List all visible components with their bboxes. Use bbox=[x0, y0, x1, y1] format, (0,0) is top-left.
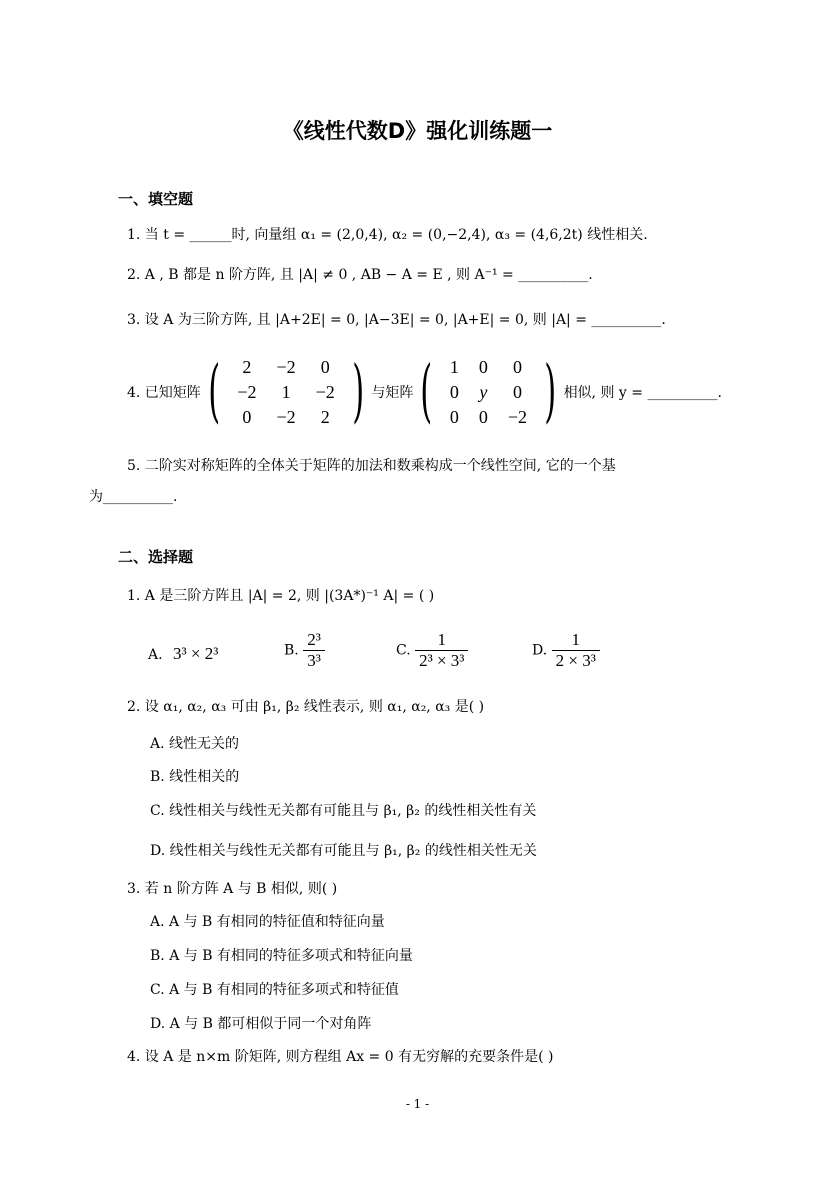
q4-mid: 与矩阵 bbox=[371, 385, 414, 401]
q2-option-d: D. 线性相关与线性无关都有可能且与 β₁, β₂ 的线性相关性无关 bbox=[150, 843, 537, 859]
question-2-2: 2. 设 α₁, α₂, α₃ 可由 β₁, β₂ 线性表示, 则 α₁, α₂, α₃ 是( ) bbox=[127, 699, 485, 715]
question-1-3: 3. 设 A 为三阶方阵, 且 |A+2E| = 0, |A−3E| = 0, |A+E| = 0, 则 |A| = __________. bbox=[127, 312, 666, 328]
question-1-4 bbox=[127, 346, 722, 438]
option-b: B. $\frac{\text{2³}}{\text{3³}}$ bbox=[284, 630, 325, 671]
q3-option-d: D. A 与 B 都可相似于同一个对角阵 bbox=[150, 1016, 372, 1032]
option-a: A. 3³ × 2³ bbox=[148, 644, 219, 663]
question-2-1: 1. A 是三阶方阵且 |A| = 2, 则 |(3A*)⁻¹ A| = ( ) bbox=[127, 588, 435, 604]
q3-option-a: A. A 与 B 有相同的特征值和特征向量 bbox=[150, 914, 385, 930]
q4-suffix: 相似, 则 y = __________. bbox=[563, 385, 722, 401]
question-2-4: 4. 设 A 是 n×m 阶矩阵, 则方程组 Ax = 0 有无穷解的充要条件是( ) bbox=[127, 1049, 554, 1065]
option-c: C. $\frac{1}{\text{2³ × 3³}}$ bbox=[396, 630, 468, 671]
q3-option-c: C. A 与 B 有相同的特征多项式和特征值 bbox=[150, 982, 399, 998]
page-title: 《线性代数D》强化训练题一 bbox=[282, 119, 553, 143]
section-heading-choice: 二、选择题 bbox=[118, 548, 194, 566]
q3-option-b: B. A 与 B 有相同的特征多项式和特征向量 bbox=[150, 948, 413, 964]
page-number: - 1 - bbox=[405, 1097, 430, 1111]
matrix-1: ( 2 −2 0 −2 1 −2 0 −2 2 ) bbox=[208, 352, 365, 431]
matrix-2: ( 1 0 0 0 y 0 0 0 −2 ) bbox=[420, 352, 557, 431]
q2-option-a: A. 线性无关的 bbox=[150, 736, 240, 752]
question-1-2: 2. A , B 都是 n 阶方阵, 且 |A| ≠ 0 , AB − A = E , 则 A⁻¹ = __________. bbox=[127, 267, 593, 283]
q4-prefix: 4. 已知矩阵 bbox=[127, 385, 201, 401]
question-2-1-options bbox=[148, 630, 628, 680]
option-d: D. $\frac{1}{\text{2 × 3³}}$ bbox=[532, 630, 600, 671]
question-1-1: 1. 当 t = ______时, 向量组 α₁ = (2,0,4), α₂ = (0,−2,4), α₃ = (4,6,2t) 线性相关. bbox=[127, 227, 648, 243]
question-1-5-line1: 5. 二阶实对称矩阵的全体关于矩阵的加法和数乘构成一个线性空间, 它的一个基 bbox=[127, 458, 616, 474]
q2-option-c: C. 线性相关与线性无关都有可能且与 β₁, β₂ 的线性相关性有关 bbox=[150, 803, 537, 819]
question-1-5-line2: 为__________. bbox=[89, 489, 178, 505]
question-2-3: 3. 若 n 阶方阵 A 与 B 相似, 则( ) bbox=[127, 881, 338, 897]
q2-option-b: B. 线性相关的 bbox=[150, 769, 240, 785]
section-heading-fill-in: 一、填空题 bbox=[118, 190, 194, 208]
